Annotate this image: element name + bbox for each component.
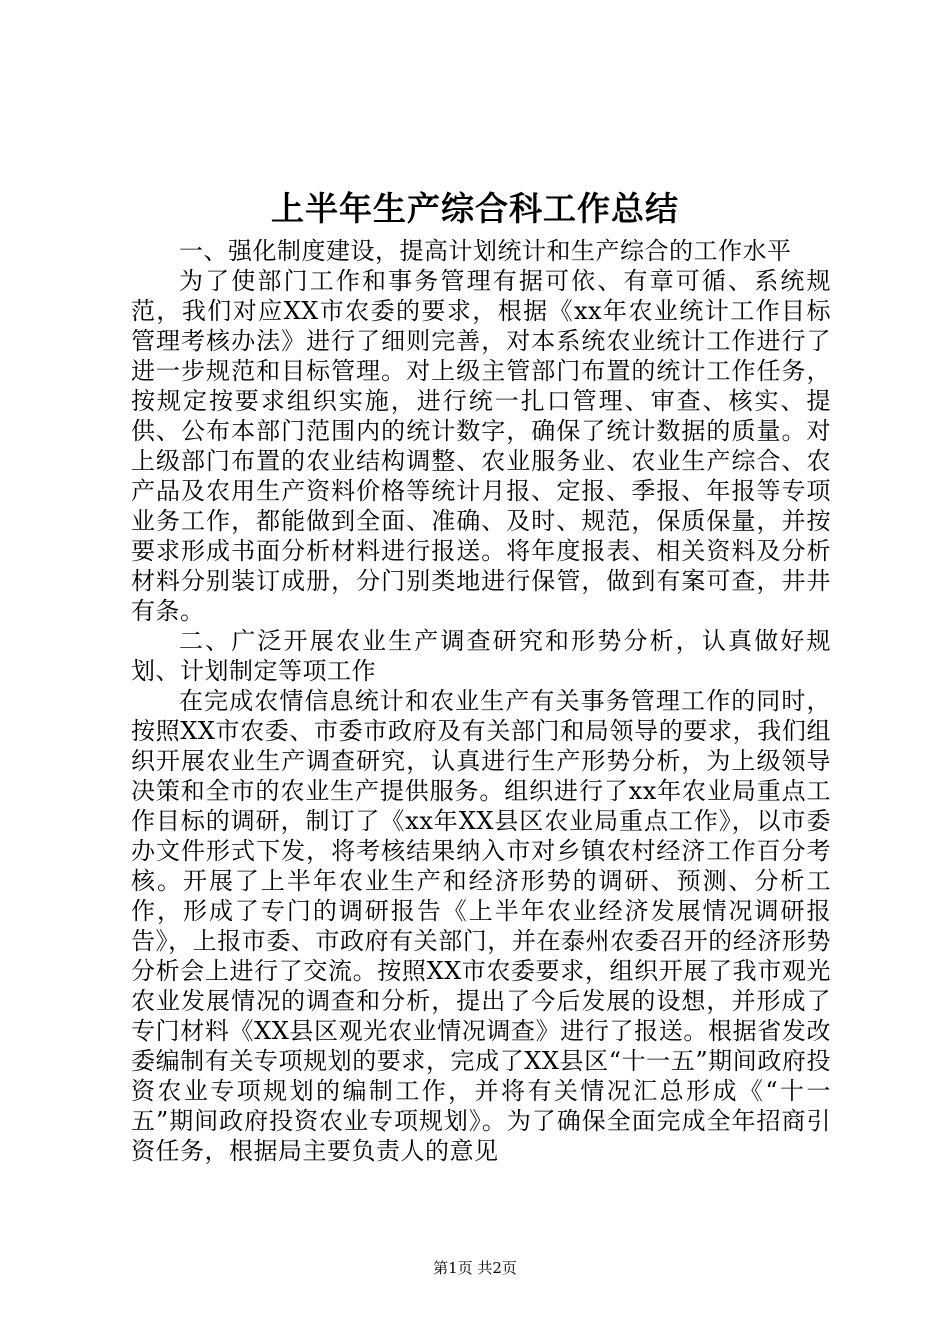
paragraph-1: 为了使部门工作和事务管理有据可依、有章可循、系统规范，我们对应XX市农委的要求，根据《xx年农业统计工作目标管理考核办法》进行了细则完善，对本系统农业统计工作进行了进一步规范和目标管理。对上级主管部门布置的统计工作任务，按规定按要求组织实施，进行统一扎口管理、审查、核实、提供、公布本部门范围内的统计数字，确保了统计数据的质量。对上级部门布置的农业结构调整、农业服务业、农业生产综合、农产品及农用生产资料价格等统计月报、定报、季报、年报等专项业务工作，都能做到全面、准确、及时、规范，保质保量，并按要求形成书面分析材料进行报送。将年度报表、相关资料及分析材料分别装订成册，分门别类地进行保管，做到有案可查，井井有条。 [131, 267, 831, 625]
document-title: 上半年生产综合科工作总结 [271, 189, 679, 228]
section-heading-2: 二、广泛开展农业生产调查研究和形势分析，认真做好规划、计划制定等项工作 [131, 627, 831, 685]
document-body [131, 236, 831, 1166]
page-footer: 第1页 共2页 [433, 1259, 517, 1277]
section-heading-1: 一、强化制度建设，提高计划统计和生产综合的工作水平 [179, 237, 792, 265]
paragraph-2: 在完成农情信息统计和农业生产有关事务管理工作的同时，按照XX市农委、市委市政府及有关部门和局领导的要求，我们组织开展农业生产调查研究，认真进行生产形势分析，为上级领导决策和全市的农业生产提供服务。组织进行了xx年农业局重点工作目标的调研，制订了《xx年XX县区农业局重点工作》，以市委办文件形式下发，将考核结果纳入市对乡镇农村经济工作百分考核。开展了上半年农业生产和经济形势的调研、预测、分析工作，形成了专门的调研报告《上半年农业经济发展情况调研报告》，上报市委、市政府有关部门，并在泰州农委召开的经济形势分析会上进行了交流。按照XX市农委要求，组织开展了我市观光农业发展情况的调查和分析，提出了今后发展的设想，并形成了专门材料《XX县区观光农业情况调查》进行了报送。根据省发改委编制有关专项规划的要求，完成了XX县区“十一五”期间政府投资农业专项规划的编制工作，并将有关情况汇总形成《“十一五”期间政府投资农业专项规划》。为了确保全面完成全年招商引资任务，根据局主要负责人的意见 [131, 687, 831, 1165]
